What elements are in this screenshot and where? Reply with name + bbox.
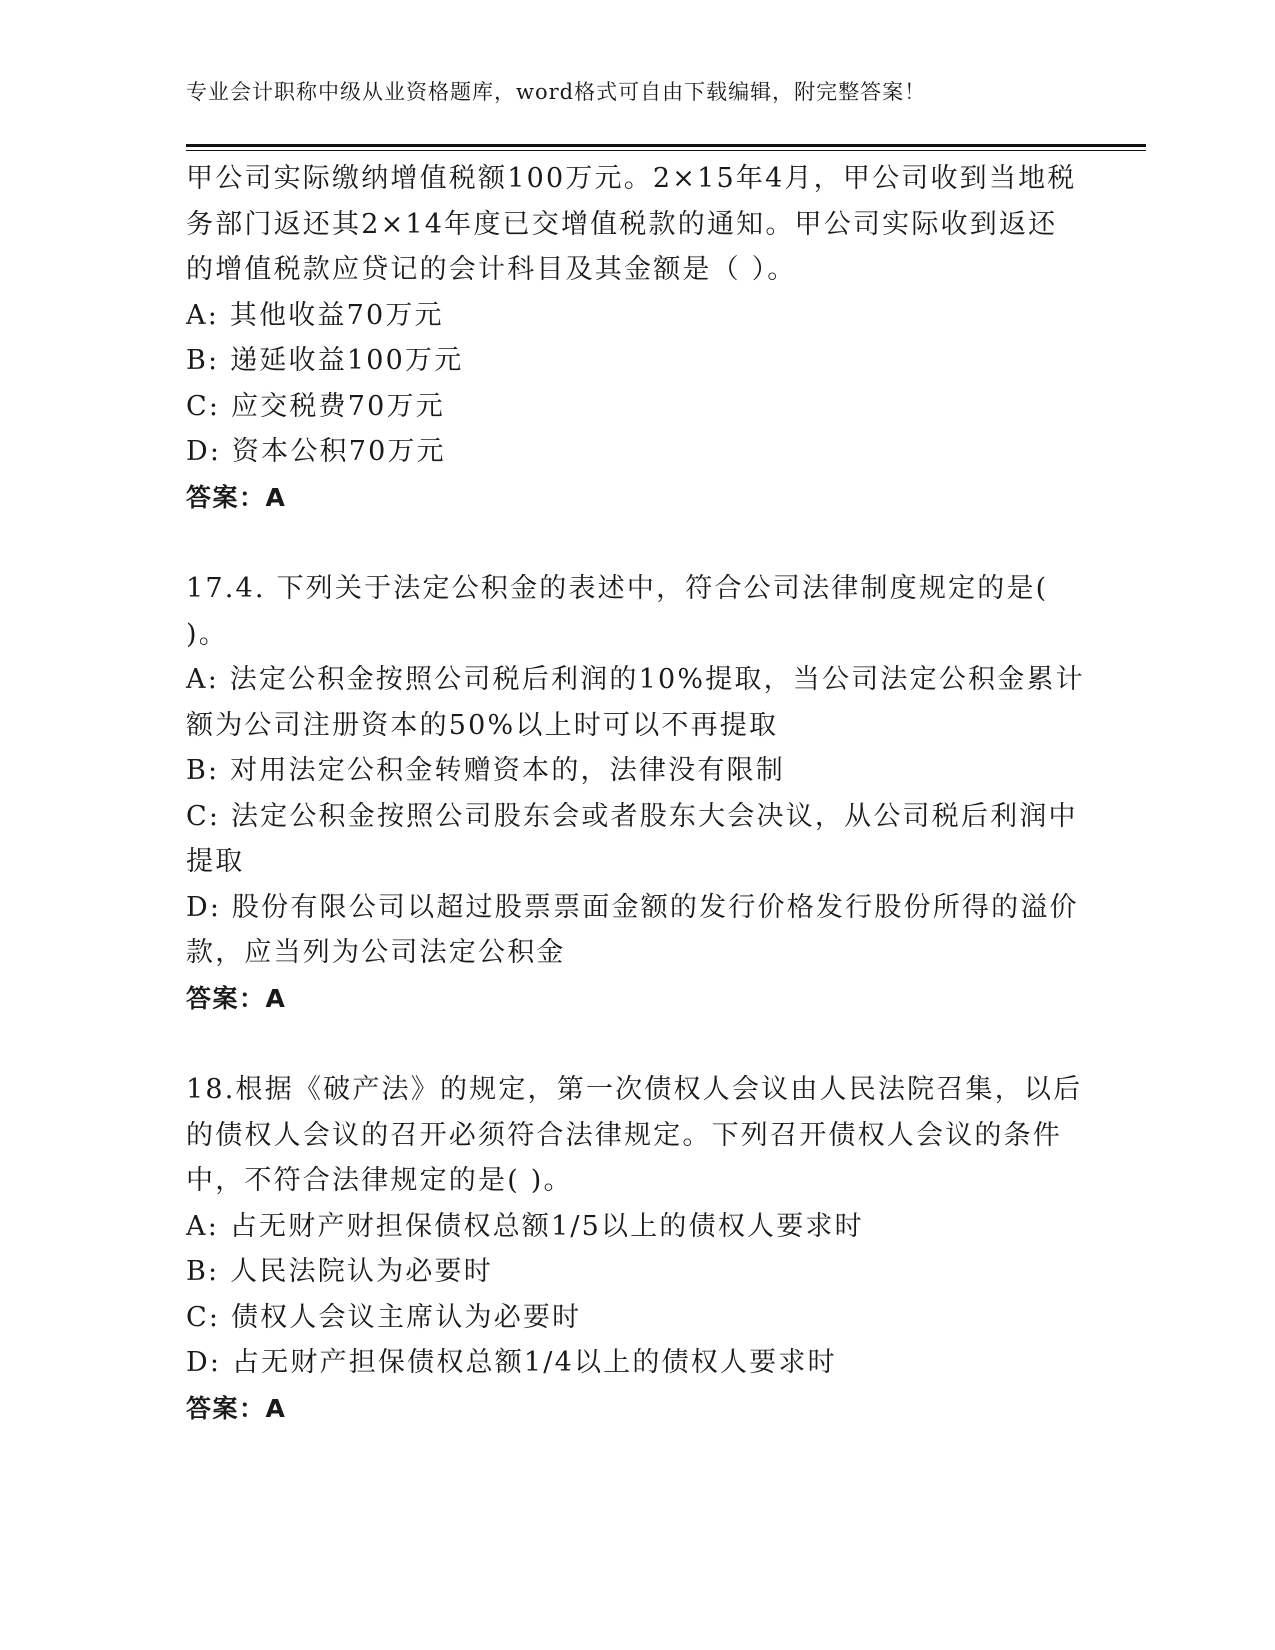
option-a: A: 占无财产财担保债权总额1/5以上的债权人要求时: [186, 1210, 864, 1242]
option-c: C: 债权人会议主席认为必要时: [186, 1301, 582, 1333]
option-a: A: 其他收益70万元: [186, 299, 444, 331]
option-d: D: 资本公积70万元: [186, 436, 446, 467]
option-d: D: 占无财产担保债权总额1/4以上的债权人要求时: [186, 1347, 837, 1378]
answer-label: 答案：A: [186, 482, 287, 512]
question-list: [186, 156, 1085, 1431]
option-a: A: 法定公积金按照公司税后利润的10%提取，当公司法定公积金累计: [186, 664, 1085, 695]
answer-label: 答案：A: [186, 983, 287, 1013]
header-rule-thick: [186, 144, 1146, 147]
question-text-line: 18.根据《破产法》的规定，第一次债权人会议由人民法院召集，以后: [186, 1074, 1083, 1105]
page-header: 专业会计职称中级从业资格题库，word格式可自由下载编辑，附完整答案！: [186, 80, 927, 104]
question-text-line: 的债权人会议的召开必须符合法律规定。下列召开债权人会议的条件: [186, 1119, 1062, 1151]
option-c: C: 应交税费70万元: [186, 390, 445, 422]
answer-label: 答案：A: [186, 1393, 287, 1423]
option-c: C: 法定公积金按照公司股东会或者股东大会决议，从公司税后利润中: [186, 800, 1078, 832]
question-spacer: [186, 520, 1076, 566]
question-block: [186, 566, 1085, 1021]
question-text-line: 的增值税款应贷记的会计科目及其金额是（ ）。: [186, 254, 797, 285]
option-b: B: 对用法定公积金转赠资本的，法律没有限制: [186, 755, 785, 786]
option-a-continued: 额为公司注册资本的50%以上时可以不再提取: [186, 709, 779, 741]
option-d: D: 股份有限公司以超过股票票面金额的发行价格发行股份所得的溢价: [186, 891, 1079, 923]
option-c-continued: 提取: [186, 846, 245, 877]
question-text-line: 甲公司实际缴纳增值税额100万元。2×15年4月，甲公司收到当地税: [186, 163, 1077, 194]
question-text-line: 中，不符合法律规定的是( )。: [186, 1165, 573, 1196]
question-block: [186, 1067, 1083, 1431]
question-text-line: 务部门返还其2×14年度已交增值税款的通知。甲公司实际收到返还: [186, 208, 1058, 240]
option-b: B: 人民法院认为必要时: [186, 1256, 493, 1287]
option-d-continued: 款，应当列为公司法定公积金: [186, 937, 566, 968]
question-spacer: [186, 1021, 1076, 1067]
question-block: [186, 156, 1076, 520]
header-rule-thin: [186, 150, 1146, 151]
question-text-line: )。: [186, 618, 228, 650]
option-b: B: 递延收益100万元: [186, 345, 464, 376]
question-text-line: 17.4. 下列关于法定公积金的表述中，符合公司法律制度规定的是(: [186, 573, 1049, 604]
